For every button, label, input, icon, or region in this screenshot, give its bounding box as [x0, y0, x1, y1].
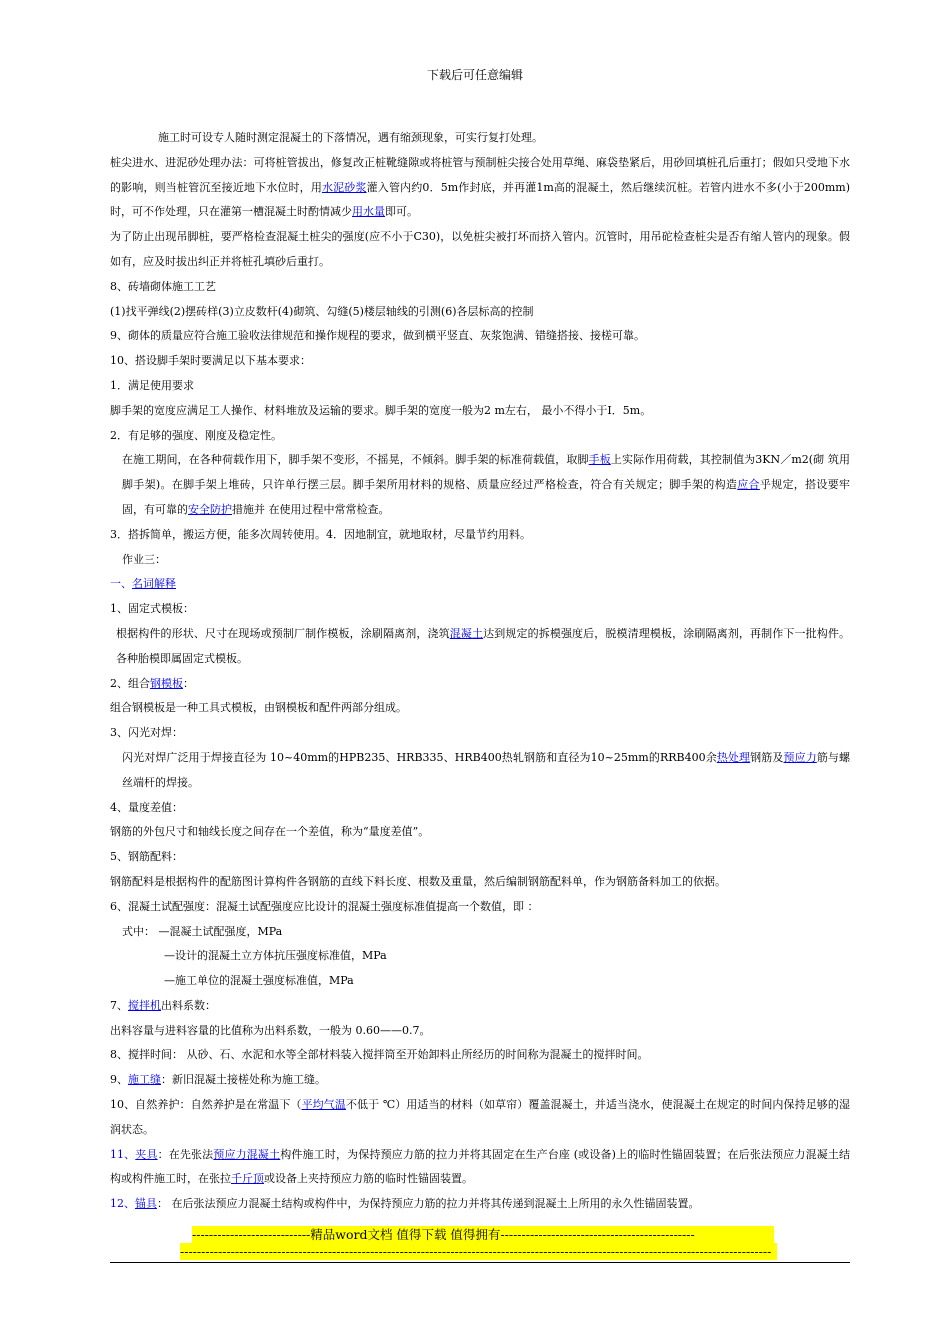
link-should-conform[interactable]: 应合: [737, 478, 760, 492]
term-7-title: 7、搅拌机出料系数：: [110, 998, 216, 1012]
section-8-steps: (1)找平弹线(2)摆砖样(3)立皮数杆(4)砌筑、勾缝(5)楼层轴线的引测(6)各层标高的控制: [110, 304, 534, 318]
link-scaffold-board[interactable]: 手板: [588, 453, 611, 467]
link-jack[interactable]: 千斤顶: [231, 1172, 264, 1186]
link-mixer[interactable]: 搅拌机: [128, 998, 161, 1012]
term-12: 12、锚具： 在后张法预应力混凝土结构或构件中，为保持预应力筋的拉力并将其传递到混凝土上所用的永久性锚固装置。: [110, 1197, 700, 1211]
term-8: 8、搅拌时间： 从砂、石、水泥和水等全部材料装入搅拌筒至开始卸料止所经历的时间称为混凝土的搅拌时间。: [110, 1048, 649, 1062]
footer-banner: [110, 1226, 850, 1260]
link-steel-formwork[interactable]: 钢模板: [150, 676, 183, 690]
section-10-item-1: 1．满足使用要求: [110, 378, 194, 392]
term-5-desc: 钢筋配料是根据构件的配筋图计算构件各钢筋的直线下料长度、根数及重量，然后编制钢筋配料单，作为钢筋备料加工的依据。: [110, 874, 726, 888]
link-cement-mortar[interactable]: 水泥砂浆: [321, 180, 367, 194]
link-concrete[interactable]: 混凝土: [449, 626, 484, 640]
term-5-title: 5、钢筋配料：: [110, 850, 183, 864]
term-4-title: 4、量度差值：: [110, 800, 183, 814]
section-8-title: 8、砖墙砌体施工工艺: [110, 279, 216, 293]
term-9: 9、施工缝：新旧混凝土接槎处称为施工缝。: [110, 1073, 326, 1087]
link-heat-treatment[interactable]: 热处理: [716, 750, 751, 764]
link-construction-joint[interactable]: 施工缝: [128, 1073, 161, 1087]
term-10: 10、自然养护：自然养护是在常温下（平均气温不低于 ℃）用适当的材料（如草帘）覆盖混凝土，并适当浇水，使混凝土在规定的时间内保持足够的湿润状态。: [110, 1098, 850, 1136]
term-6-formula-c: —施工单位的混凝土强度标准值，MPa: [164, 974, 354, 988]
link-prestress[interactable]: 预应力: [783, 750, 817, 764]
term-3-desc: 闪光对焊广泛用于焊接直径为 10~40mm的HPB235、HRB335、HRB400热轧钢筋和直径为10~25mm的RRB400余热处理钢筋及预应力筋与螺丝端杆的焊接。: [122, 750, 851, 789]
link-average-temperature[interactable]: 平均气温: [301, 1098, 346, 1112]
homework-3-title: 作业三：: [122, 552, 166, 566]
term-2-desc: 组合钢模板是一种工具式模板，由钢模板和配件两部分组成。: [110, 701, 407, 715]
document-body: [110, 126, 850, 1217]
paragraph-hanging-pile: 为了防止出现吊脚桩，要严格检查混凝土桩尖的强度(应不小于C30)，以免桩尖被打坏而挤入管内。沉管时，用吊砣检查桩尖是否有缩人管内的现象。假如有，应及时拔出纠正并将桩孔填砂后重打。: [110, 230, 850, 268]
section-10-item-1-desc: 脚手架的宽度应满足工人操作、材料堆放及运输的要求。脚手架的宽度一般为2 m左右， 最小不得小于I．5m。: [110, 403, 652, 417]
section-10-item-3-4: 3．搭拆简单，搬运方便，能多次周转使用。4．因地制宜，就地取材，尽量节约用料。: [110, 527, 531, 541]
paragraph-water-sand: 桩尖进水、进泥砂处理办法：可将桩管拔出，修复改正桩靴缝隙或将桩管与预制桩尖接合处用草绳、麻袋垫紧后，用砂回填桩孔后重打；假如只受地下水的影响，则当桩管沉至接近地下水位时，用水泥砂浆灌入管内约0．5m作封底，并再灌1m高的混凝土，然后继续沉桩。若管内进水不多(小于200mm)时，可不作处理，只在灌第一槽混凝土时酌情减少用水量即可。: [110, 155, 851, 219]
term-1-title: 1、固定式模板：: [110, 602, 194, 616]
term-4-desc: 钢筋的外包尺寸和轴线长度之间存在一个差值，称为“量度差值”。: [110, 825, 430, 839]
link-clamp[interactable]: 夹具: [135, 1147, 158, 1161]
footer-banner-line-1: ----------------------------精品word文档 值得下载 值得拥有----------------------------------------------: [192, 1226, 774, 1243]
section-10-item-2: 2．有足够的强度、刚度及稳定性。: [110, 428, 282, 442]
section-9: 9、砌体的质量应符合施工验收法律规范和操作规程的要求，做到横平竖直、灰浆饱满、错缝搭接、接槎可靠。: [110, 329, 645, 343]
link-prestressed-concrete[interactable]: 预应力混凝土: [213, 1147, 281, 1161]
paragraph-retapping: 施工时可设专人随时测定混凝土的下落情况，遇有缩颈现象，可实行复打处理。: [158, 131, 543, 144]
link-safety-protection[interactable]: 安全防护: [188, 502, 232, 516]
term-11: 11、夹具：在先张法预应力混凝土构件施工时，为保持预应力筋的拉力并将其固定在生产台座 (或设备)上的临时性锚固装置；在后张法预应力混凝土结构或构件施工时，在张拉千斤顶或设备上夹持预应力筋的临时性锚固装置。: [110, 1147, 851, 1186]
term-6-title: 6、混凝土试配强度：混凝土试配强度应比设计的混凝土强度标准值提高一个数值，即 ：: [110, 899, 539, 913]
section-10-title: 10、搭设脚手架时要满足以下基本要求：: [110, 354, 311, 368]
term-7-desc: 出料容量与进料容量的比值称为出料系数，一般为 0.60——0.7。: [110, 1023, 431, 1037]
link-water-amount[interactable]: 用水量: [352, 205, 385, 219]
link-anchor[interactable]: 锚具: [135, 1197, 157, 1211]
term-6-formula-a: 式中： —混凝土试配强度，MPa: [122, 924, 283, 938]
page-header: 下载后可任意编辑: [426, 68, 523, 82]
term-3-title: 3、闪光对焊：: [110, 726, 183, 740]
footer-divider: [110, 1262, 850, 1263]
term-6-formula-b: —设计的混凝土立方体抗压强度标准值，MPa: [164, 949, 387, 963]
section-10-item-2-desc: 在施工期间，在各种荷载作用下，脚手架不变形，不摇晃，不倾斜。脚手架的标准荷载值，取脚手板上实际作用荷载，其控制值为3KN／m2(砌 筑用脚手架)。在脚手架上堆砖，只许单行摆三层。脚手架所用材料的规格、质量应经过严格检查，符合有关规定；脚手架的构造应合乎规定，搭设要牢固，有可靠的安全防护措施并 在使用过程中常常检查。: [122, 453, 851, 516]
link-term-explanation[interactable]: 名词解释: [132, 577, 176, 591]
term-1-desc: 根据构件的形状、尺寸在现场或预制厂制作模板，涂刷隔离剂，浇筑混凝土达到规定的拆模强度后，脱模清理模板，涂刷隔离剂，再制作下一批构件。各种胎模即属固定式模板。: [116, 626, 851, 665]
section-terms-title: 一、名词解释: [110, 577, 176, 591]
term-2-title: 2、组合钢模板：: [110, 676, 194, 690]
footer-banner-line-2: --------------------------------------------------------------------------------------------------------------------------------------------: [180, 1243, 777, 1260]
